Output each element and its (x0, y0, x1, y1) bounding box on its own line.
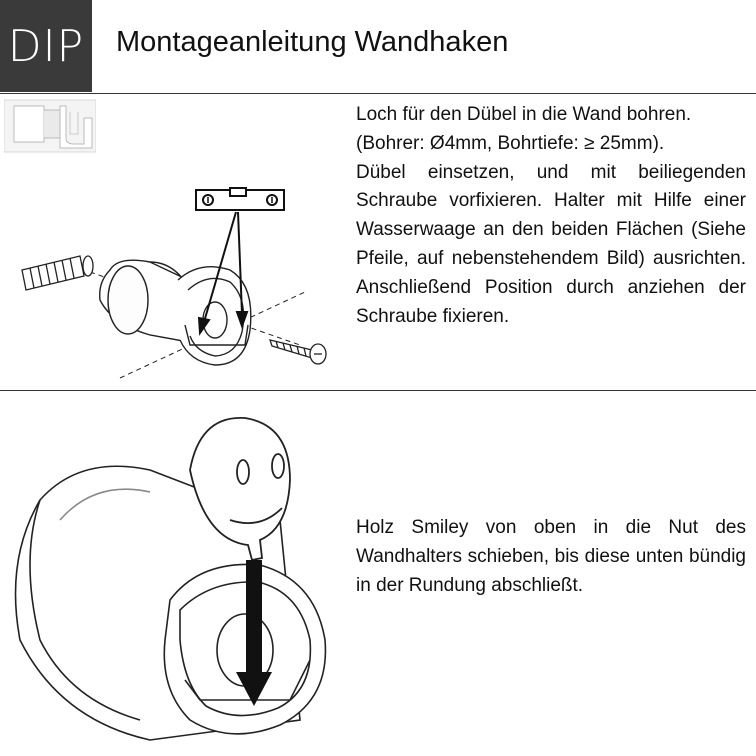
step1-line1: Loch für den Dübel in die Wand bohren. (356, 104, 692, 125)
wall-holder-front (164, 564, 325, 733)
header-divider (0, 93, 756, 94)
screw (270, 340, 326, 364)
step1-line2: (Bohrer: Ø4mm, Bohrtiefe: ≥ 25mm). (356, 132, 665, 154)
mounting-illustration (0, 160, 350, 385)
page-title: Montageanleitung Wandhaken (116, 26, 509, 58)
holder-thumbnail (4, 98, 96, 153)
section-divider (0, 390, 756, 391)
header (0, 0, 756, 92)
step1-instructions (356, 101, 746, 331)
step1-paragraph: Dübel einsetzen, und mit beiliegenden Schraube vorfixieren. Halter mit Hilfe einer Wasserwaage an den beiden Flächen (Siehe Pfeile, auf nebenstehendem Bild) ausrichten. Anschließend Position durch anziehen der Schraube fixieren. (356, 161, 746, 327)
smiley-insert-illustration (0, 396, 350, 752)
spirit-level (196, 188, 284, 210)
logo (0, 0, 92, 92)
wall-holder (100, 260, 251, 365)
step2-paragraph: Holz Smiley von oben in die Nut des Wandhalters schieben, bis diese unten bündig in der Rundung abschließt. (356, 517, 746, 596)
dowel (22, 256, 93, 290)
logo-text: DIP (7, 20, 85, 72)
step2-instructions (356, 514, 746, 600)
